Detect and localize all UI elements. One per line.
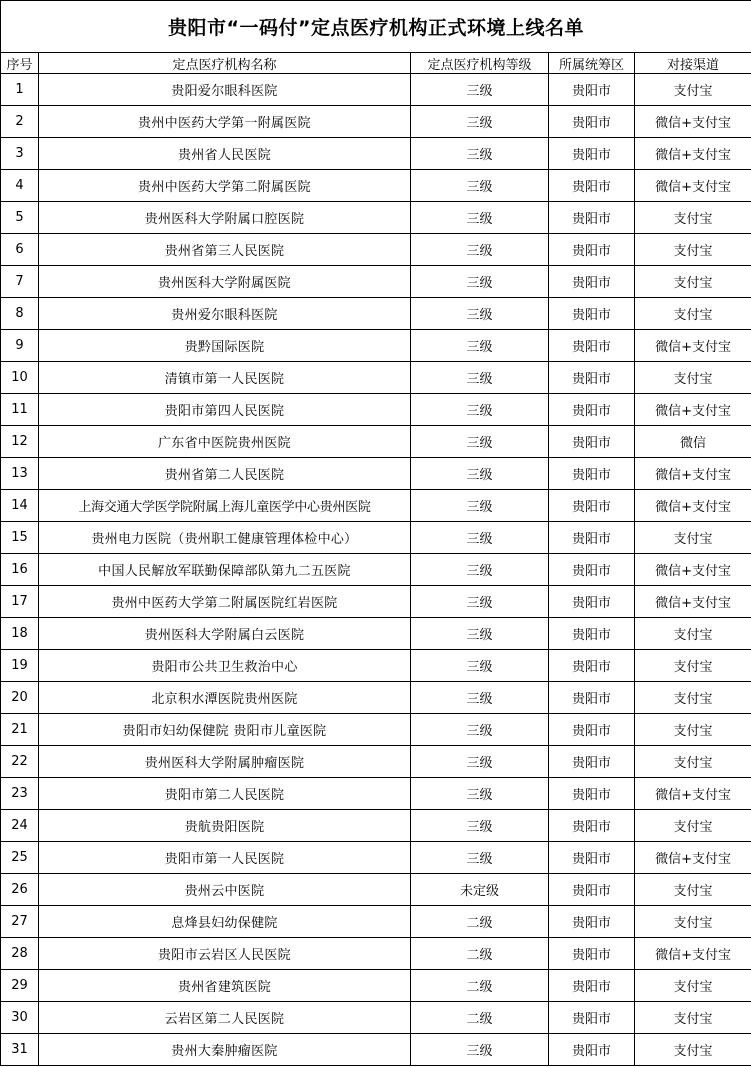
cell-channel: 支付宝 [635, 810, 751, 842]
cell-level: 二级 [411, 906, 549, 938]
header-channel: 对接渠道 [635, 53, 751, 74]
cell-channel: 支付宝 [635, 1034, 751, 1066]
cell-hospital-name: 贵州云中医院 [39, 874, 411, 906]
cell-channel: 支付宝 [635, 746, 751, 778]
cell-region: 贵阳市 [549, 842, 635, 874]
cell-hospital-name: 北京积水潭医院贵州医院 [39, 682, 411, 714]
cell-region: 贵阳市 [549, 650, 635, 682]
cell-index: 21 [1, 714, 39, 746]
cell-index: 28 [1, 938, 39, 970]
cell-hospital-name: 贵阳市云岩区人民医院 [39, 938, 411, 970]
cell-hospital-name: 清镇市第一人民医院 [39, 362, 411, 394]
cell-level: 三级 [411, 618, 549, 650]
table-row [1, 1002, 751, 1034]
cell-channel: 支付宝 [635, 266, 751, 298]
cell-hospital-name: 贵州中医药大学第一附属医院 [39, 106, 411, 138]
cell-region: 贵阳市 [549, 426, 635, 458]
cell-hospital-name: 贵黔国际医院 [39, 330, 411, 362]
cell-region: 贵阳市 [549, 490, 635, 522]
table-body [1, 74, 751, 1066]
cell-hospital-name: 云岩区第二人民医院 [39, 1002, 411, 1034]
table-row [1, 202, 751, 234]
table-row [1, 842, 751, 874]
cell-level: 三级 [411, 682, 549, 714]
cell-channel: 支付宝 [635, 522, 751, 554]
table-row [1, 394, 751, 426]
cell-region: 贵阳市 [549, 330, 635, 362]
cell-hospital-name: 贵阳市第二人民医院 [39, 778, 411, 810]
cell-index: 10 [1, 362, 39, 394]
table-row [1, 746, 751, 778]
cell-channel: 支付宝 [635, 618, 751, 650]
cell-index: 26 [1, 874, 39, 906]
cell-hospital-name: 贵州医科大学附属白云医院 [39, 618, 411, 650]
cell-index: 29 [1, 970, 39, 1002]
cell-region: 贵阳市 [549, 810, 635, 842]
cell-index: 13 [1, 458, 39, 490]
cell-level: 二级 [411, 1002, 549, 1034]
cell-index: 16 [1, 554, 39, 586]
cell-channel: 微信+支付宝 [635, 330, 751, 362]
cell-hospital-name: 贵阳爱尔眼科医院 [39, 74, 411, 106]
cell-level: 三级 [411, 202, 549, 234]
table-row [1, 522, 751, 554]
cell-level: 三级 [411, 298, 549, 330]
cell-index: 4 [1, 170, 39, 202]
cell-index: 27 [1, 906, 39, 938]
cell-channel: 支付宝 [635, 202, 751, 234]
cell-region: 贵阳市 [549, 618, 635, 650]
table-row [1, 170, 751, 202]
table-row [1, 458, 751, 490]
cell-hospital-name: 贵州电力医院（贵州职工健康管理体检中心） [39, 522, 411, 554]
cell-level: 二级 [411, 970, 549, 1002]
cell-level: 三级 [411, 106, 549, 138]
table-row [1, 426, 751, 458]
table-header-row [1, 53, 751, 74]
cell-index: 5 [1, 202, 39, 234]
cell-index: 31 [1, 1034, 39, 1066]
cell-channel: 微信 [635, 426, 751, 458]
table-row [1, 778, 751, 810]
table-row [1, 650, 751, 682]
cell-index: 22 [1, 746, 39, 778]
cell-level: 三级 [411, 522, 549, 554]
cell-index: 18 [1, 618, 39, 650]
cell-level: 三级 [411, 778, 549, 810]
cell-index: 17 [1, 586, 39, 618]
cell-level: 三级 [411, 458, 549, 490]
cell-level: 三级 [411, 714, 549, 746]
cell-index: 6 [1, 234, 39, 266]
cell-region: 贵阳市 [549, 714, 635, 746]
cell-channel: 微信+支付宝 [635, 490, 751, 522]
cell-channel: 支付宝 [635, 682, 751, 714]
cell-hospital-name: 贵阳市公共卫生救治中心 [39, 650, 411, 682]
cell-region: 贵阳市 [549, 1002, 635, 1034]
cell-channel: 支付宝 [635, 362, 751, 394]
table-row [1, 810, 751, 842]
cell-region: 贵阳市 [549, 106, 635, 138]
cell-channel: 支付宝 [635, 74, 751, 106]
cell-hospital-name: 贵阳市妇幼保健院 贵阳市儿童医院 [39, 714, 411, 746]
cell-level: 三级 [411, 586, 549, 618]
cell-channel: 微信+支付宝 [635, 554, 751, 586]
cell-hospital-name: 贵州省第二人民医院 [39, 458, 411, 490]
cell-region: 贵阳市 [549, 74, 635, 106]
table-row [1, 970, 751, 1002]
cell-hospital-name: 贵州省建筑医院 [39, 970, 411, 1002]
cell-channel: 微信+支付宝 [635, 394, 751, 426]
cell-region: 贵阳市 [549, 778, 635, 810]
table-row [1, 74, 751, 106]
cell-level: 三级 [411, 170, 549, 202]
cell-level: 三级 [411, 490, 549, 522]
cell-hospital-name: 贵州大秦肿瘤医院 [39, 1034, 411, 1066]
table-row [1, 906, 751, 938]
table-row [1, 490, 751, 522]
cell-level: 三级 [411, 74, 549, 106]
cell-channel: 微信+支付宝 [635, 106, 751, 138]
cell-channel: 支付宝 [635, 234, 751, 266]
cell-level: 二级 [411, 938, 549, 970]
cell-region: 贵阳市 [549, 554, 635, 586]
cell-index: 1 [1, 74, 39, 106]
table-row [1, 266, 751, 298]
cell-region: 贵阳市 [549, 298, 635, 330]
cell-channel: 支付宝 [635, 298, 751, 330]
cell-channel: 支付宝 [635, 714, 751, 746]
header-index: 序号 [1, 53, 39, 74]
cell-hospital-name: 广东省中医院贵州医院 [39, 426, 411, 458]
cell-hospital-name: 贵州医科大学附属口腔医院 [39, 202, 411, 234]
cell-channel: 微信+支付宝 [635, 458, 751, 490]
cell-index: 12 [1, 426, 39, 458]
table-row [1, 938, 751, 970]
cell-hospital-name: 贵州中医药大学第二附属医院红岩医院 [39, 586, 411, 618]
cell-level: 三级 [411, 426, 549, 458]
table-row [1, 618, 751, 650]
cell-index: 23 [1, 778, 39, 810]
cell-index: 15 [1, 522, 39, 554]
table-row [1, 330, 751, 362]
cell-channel: 支付宝 [635, 906, 751, 938]
cell-level: 三级 [411, 138, 549, 170]
cell-channel: 支付宝 [635, 650, 751, 682]
table-row [1, 138, 751, 170]
cell-hospital-name: 中国人民解放军联勤保障部队第九二五医院 [39, 554, 411, 586]
cell-index: 3 [1, 138, 39, 170]
cell-index: 20 [1, 682, 39, 714]
cell-channel: 微信+支付宝 [635, 842, 751, 874]
table-row [1, 1034, 751, 1066]
cell-channel: 微信+支付宝 [635, 778, 751, 810]
cell-level: 三级 [411, 394, 549, 426]
cell-channel: 支付宝 [635, 970, 751, 1002]
cell-channel: 微信+支付宝 [635, 170, 751, 202]
cell-region: 贵阳市 [549, 522, 635, 554]
cell-hospital-name: 贵州省第三人民医院 [39, 234, 411, 266]
cell-index: 11 [1, 394, 39, 426]
header-level: 定点医疗机构等级 [411, 53, 549, 74]
table-row [1, 554, 751, 586]
cell-channel: 微信+支付宝 [635, 138, 751, 170]
cell-index: 2 [1, 106, 39, 138]
cell-index: 25 [1, 842, 39, 874]
cell-level: 三级 [411, 1034, 549, 1066]
cell-region: 贵阳市 [549, 938, 635, 970]
cell-level: 三级 [411, 650, 549, 682]
cell-index: 24 [1, 810, 39, 842]
page-title: 贵阳市“一码付”定点医疗机构正式环境上线名单 [1, 1, 751, 53]
cell-region: 贵阳市 [549, 362, 635, 394]
cell-channel: 支付宝 [635, 874, 751, 906]
cell-hospital-name: 贵阳市第四人民医院 [39, 394, 411, 426]
cell-region: 贵阳市 [549, 138, 635, 170]
cell-channel: 微信+支付宝 [635, 938, 751, 970]
cell-region: 贵阳市 [549, 874, 635, 906]
cell-region: 贵阳市 [549, 970, 635, 1002]
cell-hospital-name: 贵州中医药大学第二附属医院 [39, 170, 411, 202]
cell-level: 三级 [411, 362, 549, 394]
header-region: 所属统筹区 [549, 53, 635, 74]
cell-region: 贵阳市 [549, 746, 635, 778]
cell-level: 三级 [411, 746, 549, 778]
cell-index: 30 [1, 1002, 39, 1034]
cell-hospital-name: 贵阳市第一人民医院 [39, 842, 411, 874]
cell-region: 贵阳市 [549, 458, 635, 490]
cell-level: 三级 [411, 554, 549, 586]
cell-index: 19 [1, 650, 39, 682]
table-row [1, 362, 751, 394]
cell-region: 贵阳市 [549, 202, 635, 234]
table-row [1, 586, 751, 618]
cell-region: 贵阳市 [549, 1034, 635, 1066]
table-row [1, 234, 751, 266]
cell-hospital-name: 上海交通大学医学院附属上海儿童医学中心贵州医院 [39, 490, 411, 522]
cell-index: 7 [1, 266, 39, 298]
cell-region: 贵阳市 [549, 394, 635, 426]
cell-region: 贵阳市 [549, 234, 635, 266]
cell-channel: 微信+支付宝 [635, 586, 751, 618]
cell-hospital-name: 贵航贵阳医院 [39, 810, 411, 842]
cell-region: 贵阳市 [549, 586, 635, 618]
cell-level: 未定级 [411, 874, 549, 906]
cell-hospital-name: 贵州省人民医院 [39, 138, 411, 170]
table-row [1, 298, 751, 330]
cell-index: 8 [1, 298, 39, 330]
table-row [1, 682, 751, 714]
cell-hospital-name: 息烽县妇幼保健院 [39, 906, 411, 938]
cell-level: 三级 [411, 266, 549, 298]
cell-hospital-name: 贵州医科大学附属医院 [39, 266, 411, 298]
cell-region: 贵阳市 [549, 682, 635, 714]
cell-channel: 支付宝 [635, 1002, 751, 1034]
cell-region: 贵阳市 [549, 266, 635, 298]
table-row [1, 874, 751, 906]
header-name: 定点医疗机构名称 [39, 53, 411, 74]
cell-hospital-name: 贵州医科大学附属肿瘤医院 [39, 746, 411, 778]
cell-index: 14 [1, 490, 39, 522]
cell-level: 三级 [411, 842, 549, 874]
cell-region: 贵阳市 [549, 906, 635, 938]
table-row [1, 106, 751, 138]
cell-level: 三级 [411, 330, 549, 362]
table-row [1, 714, 751, 746]
cell-hospital-name: 贵州爱尔眼科医院 [39, 298, 411, 330]
cell-index: 9 [1, 330, 39, 362]
cell-level: 三级 [411, 234, 549, 266]
cell-region: 贵阳市 [549, 170, 635, 202]
cell-level: 三级 [411, 810, 549, 842]
